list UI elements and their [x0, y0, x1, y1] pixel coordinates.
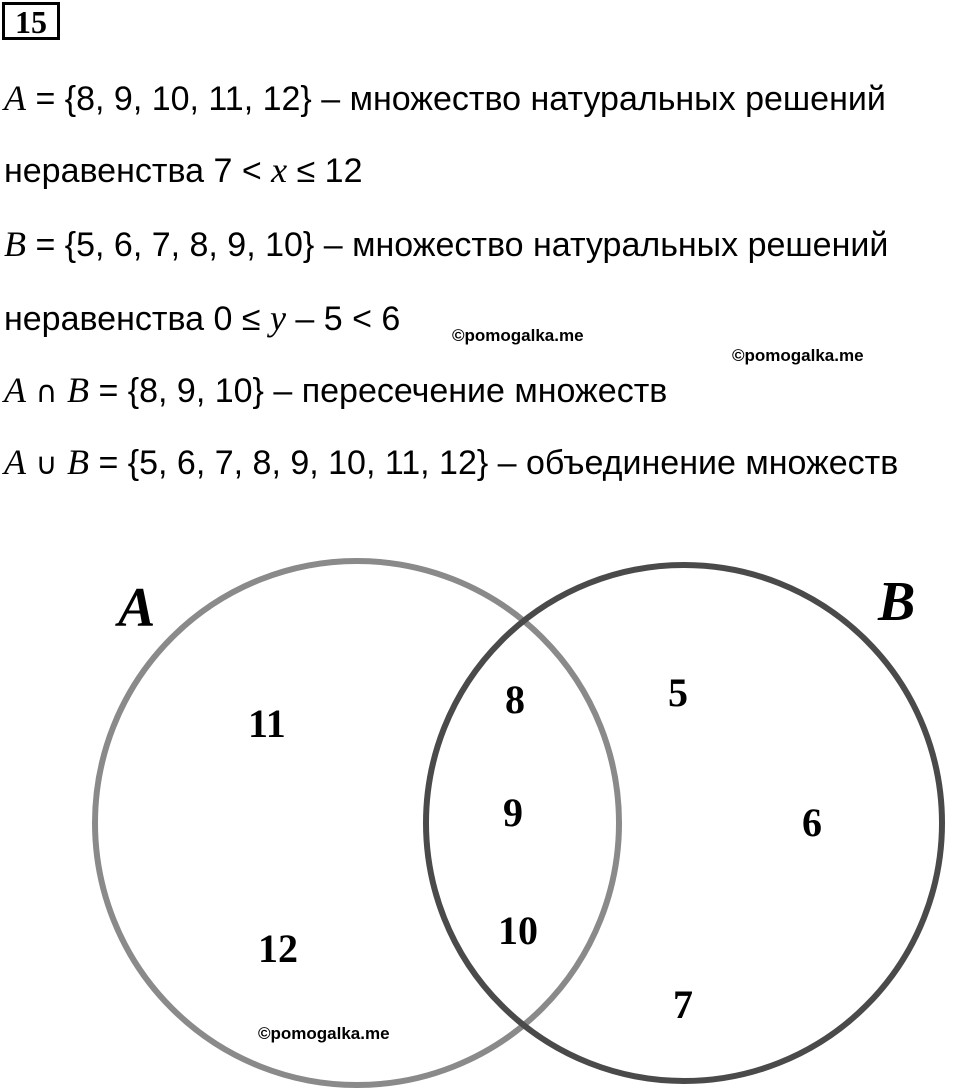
line-set-a-text: = {8, 9, 10, 11, 12} – множество натуральных решений — [26, 80, 886, 118]
union-var-b: B — [67, 442, 90, 482]
venn-element-10: 10 — [498, 908, 538, 953]
union-var-a: A — [4, 442, 26, 482]
line-intersection — [4, 370, 667, 413]
intersection-text: = {8, 9, 10} – пересечение множеств — [89, 372, 668, 410]
inequality-x-pre: неравенства 7 < — [4, 152, 272, 190]
venn-element-7: 7 — [673, 982, 693, 1027]
inequality-y-post: – 5 < 6 — [285, 300, 401, 338]
var-b: B — [4, 224, 26, 264]
venn-label-a: A — [118, 577, 156, 639]
var-a: A — [4, 78, 26, 118]
line-inequality-x — [4, 150, 363, 191]
venn-element-9: 9 — [503, 790, 523, 835]
watermark: ©pomogalka.me — [732, 346, 864, 365]
venn-label-b: B — [878, 571, 916, 633]
intersection-var-a: A — [4, 370, 26, 410]
venn-element-6: 6 — [802, 800, 822, 845]
line-set-b — [4, 224, 888, 265]
venn-element-8: 8 — [505, 677, 525, 722]
watermark: ©pomogalka.me — [258, 1024, 390, 1043]
line-inequality-y — [4, 298, 400, 339]
line-union — [4, 442, 898, 485]
union-operator: ∪ — [26, 447, 68, 482]
intersection-operator: ∩ — [26, 375, 68, 410]
union-text: = {5, 6, 7, 8, 9, 10, 11, 12} – объединение множеств — [89, 444, 899, 482]
var-x: x — [271, 150, 288, 190]
intersection-var-b: B — [67, 370, 90, 410]
venn-element-5: 5 — [668, 670, 688, 715]
circle-a — [95, 561, 619, 1085]
venn-element-12: 12 — [258, 926, 298, 971]
venn-diagram — [0, 540, 960, 1089]
inequality-x-post: ≤ 12 — [287, 152, 363, 190]
watermark: ©pomogalka.me — [452, 326, 584, 345]
venn-element-11: 11 — [248, 701, 286, 746]
var-y: y — [269, 298, 286, 338]
inequality-y-pre: неравенства 0 ≤ — [4, 300, 270, 338]
line-set-a — [4, 78, 886, 119]
task-number-box: 15 — [2, 2, 60, 40]
line-set-b-text: = {5, 6, 7, 8, 9, 10} – множество натуральных решений — [26, 226, 889, 264]
